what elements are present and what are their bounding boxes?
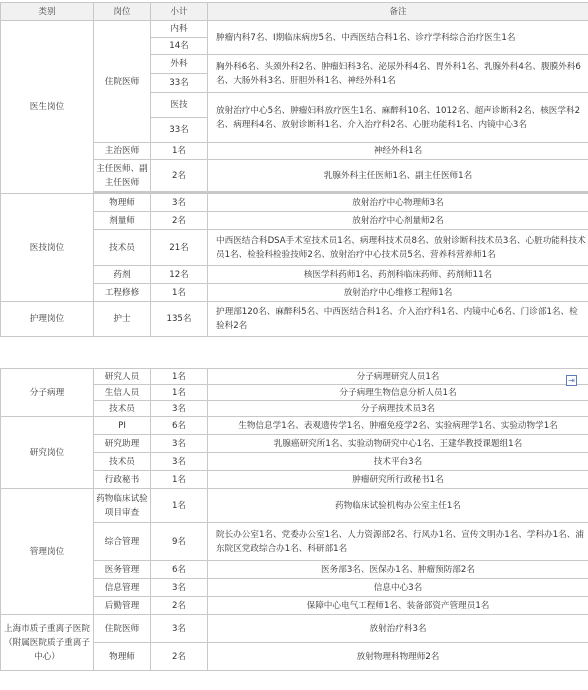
category-research: 研究岗位 (1, 417, 94, 489)
remark-tech: 放射治疗中心5名、肿瘤妇科放疗医生1名、麻醉科10名、1012名、超声诊断科2名、核医学科2名、病理科4名、放射诊断科1名、介入治疗科2名、心脏功能科1名、内镜中心3名 (208, 93, 588, 143)
count-cell: 1名 (151, 471, 208, 489)
category-molecular: 分子病理 (1, 369, 94, 417)
position-cell: 信息管理 (94, 579, 151, 597)
recruitment-table-part2 (0, 368, 588, 671)
position-cell: 药剂 (94, 266, 151, 284)
position-cell: 工程修修 (94, 284, 151, 302)
position-cell: 后勤管理 (94, 597, 151, 615)
count-cell: 12名 (151, 266, 208, 284)
position-cell: 剂量师 (94, 212, 151, 230)
remark-attending: 神经外科1名 (208, 143, 588, 160)
remark-cell: 保障中心电气工程师1名、装备部资产管理员1名 (208, 597, 588, 615)
count-cell: 3名 (151, 194, 208, 212)
remark-nurse: 护理部120名、麻醉科5名、中西医结合科1名、介入治疗科1名、内镜中心6名、门诊部1名、检验科2名 (208, 302, 588, 337)
count-cell: 2名 (151, 597, 208, 615)
count-cell: 1名 (151, 489, 208, 523)
count-cell: 1名 (151, 369, 208, 385)
remark-cell: 分子病理生物信息分析人员1名 (208, 385, 588, 401)
table-row (1, 194, 588, 212)
count-cell: 6名 (151, 417, 208, 435)
remark-cell: 放射物理科物理师2名 (208, 643, 588, 671)
remark-cell: 院长办公室1名、党委办公室1名、人力资源部2名、行风办1名、宣传文明办1名、学科办1名、浦东院区党政综合办1名、科研部1名 (208, 523, 588, 561)
remark-cell: 放射治疗中心物理师3名 (208, 194, 588, 212)
position-cell: PI (94, 417, 151, 435)
section-gap (0, 355, 588, 367)
recruitment-table-part1 (0, 2, 588, 337)
position-cell: 药物临床试验项目审查 (94, 489, 151, 523)
count-cell: 3名 (151, 615, 208, 643)
remark-cell: 分子病理研究人员1名 (208, 369, 588, 385)
position-cell: 综合管理 (94, 523, 151, 561)
remark-cell: 放射治疗中心剂量师2名 (208, 212, 588, 230)
remark-cell: 肿瘤研究所行政秘书1名 (208, 471, 588, 489)
table-row (1, 302, 588, 337)
header-position: 岗位 (94, 3, 151, 21)
count-nurse: 135名 (151, 302, 208, 337)
remark-cell: 技术平台3名 (208, 453, 588, 471)
table-row (1, 417, 588, 435)
header-row (1, 3, 588, 21)
position-cell: 物理师 (94, 643, 151, 671)
position-resident: 住院医师 (94, 21, 151, 143)
remark-cell: 放射治疗科3名 (208, 615, 588, 643)
header-category: 类别 (1, 3, 94, 21)
remark-cell: 信息中心3名 (208, 579, 588, 597)
count-cell: 3名 (151, 401, 208, 417)
position-nurse: 护士 (94, 302, 151, 337)
remark-surgery: 胸外科6名、头颈外科2名、肿瘤妇科3名、泌尿外科4名、胃外科1名、乳腺外科4名、腹膜外科6名、大肠外科3名、肝胆外科1名、神经外科1名 (208, 55, 588, 93)
category-nursing: 护理岗位 (1, 302, 94, 337)
remark-cell: 药物临床试验机构办公室主任1名 (208, 489, 588, 523)
sub-surgery-count: 33名 (151, 74, 208, 93)
remark-cell: 分子病理技术员3名 (208, 401, 588, 417)
count-attending: 1名 (151, 143, 208, 160)
sub-internal-count: 14名 (151, 38, 208, 55)
count-cell: 2名 (151, 212, 208, 230)
sub-internal-label: 内科 (151, 21, 208, 38)
count-cell: 21名 (151, 230, 208, 266)
position-cell: 住院医师 (94, 615, 151, 643)
position-cell: 生信人员 (94, 385, 151, 401)
position-cell: 研究人员 (94, 369, 151, 385)
count-cell: 3名 (151, 579, 208, 597)
remark-internal: 肿瘤内科7名、I期临床病房5名、中西医结合科1名、诊疗学科综合治疗医生1名 (208, 21, 588, 55)
remark-cell: 乳腺癌研究所1名、实验动物研究中心1名、王建华教授课题组1名 (208, 435, 588, 453)
position-cell: 医务管理 (94, 561, 151, 579)
position-attending: 主治医师 (94, 143, 151, 160)
count-cell: 9名 (151, 523, 208, 561)
sub-tech-count: 33名 (151, 118, 208, 143)
table-row (1, 21, 588, 38)
header-remark: 备注 (208, 3, 588, 21)
position-cell: 技术员 (94, 453, 151, 471)
position-cell: 物理师 (94, 194, 151, 212)
count-cell: 6名 (151, 561, 208, 579)
position-cell: 技术员 (94, 230, 151, 266)
sub-surgery-label: 外科 (151, 55, 208, 74)
remark-cell: 放射治疗中心维修工程师1名 (208, 284, 588, 302)
remark-cell: 医务部3名、医保办1名、肿瘤预防部2名 (208, 561, 588, 579)
position-chief: 主任医师、副主任医师 (94, 160, 151, 192)
count-cell: 3名 (151, 435, 208, 453)
header-subtotal: 小计 (151, 3, 208, 21)
remark-cell: 核医学科药师1名、药剂科临床药师、药剂师11名 (208, 266, 588, 284)
remark-chief: 乳腺外科主任医师1名、副主任医师1名 (208, 160, 588, 192)
table-row (1, 369, 588, 385)
category-medtech: 医技岗位 (1, 194, 94, 302)
count-cell: 1名 (151, 385, 208, 401)
category-doctor: 医生岗位 (1, 21, 94, 194)
position-cell: 研究助理 (94, 435, 151, 453)
table-row (1, 615, 588, 643)
count-cell: 1名 (151, 284, 208, 302)
exit-icon[interactable]: ⇥ (566, 375, 577, 386)
position-cell: 行政秘书 (94, 471, 151, 489)
remark-cell: 中西医结合科DSA手术室技术员1名、病理科技术员8名、放射诊断科技术员3名、心脏功能科技术员1名、检验科检验技师2名、放射治疗中心技术员5名、营养科营养师1名 (208, 230, 588, 266)
table-row (1, 489, 588, 523)
sub-tech-label: 医技 (151, 93, 208, 118)
count-cell: 3名 (151, 453, 208, 471)
count-chief: 2名 (151, 160, 208, 192)
remark-cell: 生物信息学1名、表观遗传学1名、肿瘤免疫学2名、实验病理学1名、实验动物学1名 (208, 417, 588, 435)
category-admin: 管理岗位 (1, 489, 94, 615)
category-proton: 上海市质子重离子医院（附属医院质子重离子中心） (1, 615, 94, 671)
position-cell: 技术员 (94, 401, 151, 417)
count-cell: 2名 (151, 643, 208, 671)
